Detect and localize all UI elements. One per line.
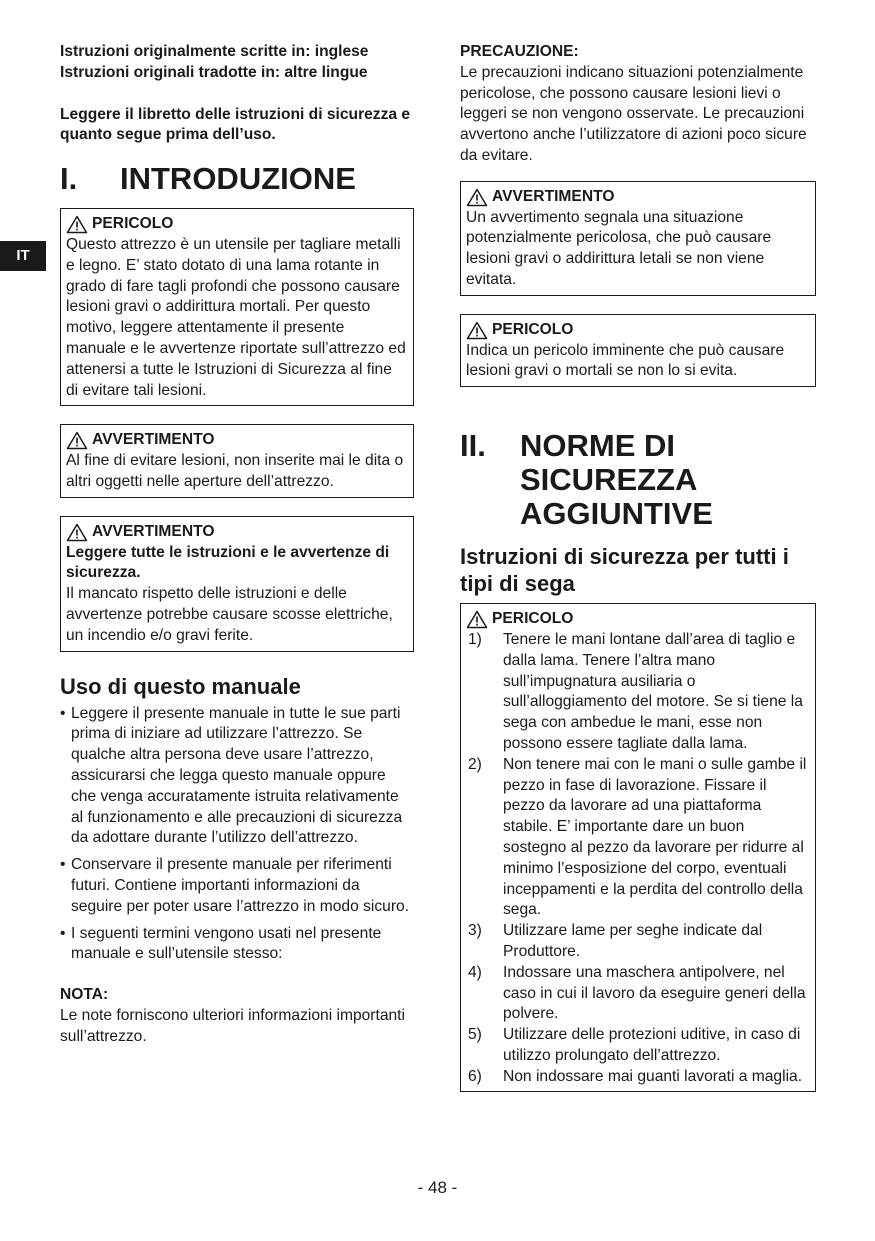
box-title: [66, 214, 408, 235]
item-text: Tenere le mani lontane dall’area di taglio e dalla lama. Tenere l’altra mano sull’impugnatura ausiliaria o sull’alloggiamento del motore. Se si tiene la sega con ambedue le mani, esse non possono essere tagliate dalla lama.: [503, 630, 803, 752]
box-title-text: PERICOLO: [492, 320, 574, 338]
precauzione-text: Le precauzioni indicano situazioni potenzialmente pericolose, che possono causare lesioni lievi o leggeri se non vengono osservate. Le precauzioni avvertono anche l’utilizzatore di azioni poco sicure da evitare.: [460, 63, 807, 164]
item-number: 2): [468, 755, 482, 773]
box-title: [66, 430, 408, 451]
warning-box-read-instructions: [60, 516, 414, 652]
section-number: II.: [460, 428, 486, 464]
item-text: Non tenere mai con le mani o sulle gambe il pezzo in fase di lavorazione. Fissare il pezzo da lavorare ad una piattaforma stabile. E’ importante dare un buon sostegno al pezzo da lavorare per ridurre al minimo l’esposizione del corpo, eventuali inceppamenti e la perdita del controllo della sega.: [503, 755, 807, 919]
box-title: [466, 609, 810, 630]
list-item: • Conservare il presente manuale per riferimenti futuri. Contiene importanti informazioni da seguire per poter usare l’attrezzo in modo sicuro.: [60, 855, 414, 917]
box-title: [466, 187, 810, 208]
item-number: 3): [468, 922, 482, 940]
item-text: Utilizzare delle protezioni uditive, in caso di utilizzo prolungato dell’attrezzo.: [503, 1026, 801, 1064]
saw-safety-heading: Istruzioni di sicurezza per tutti i tipi di sega: [460, 544, 789, 597]
item-text: Non indossare mai guanti lavorati a maglia.: [503, 1067, 803, 1085]
item-number: 1): [468, 630, 482, 648]
danger-box-intro: [60, 208, 414, 406]
right-column: [460, 42, 816, 1092]
list-item: [466, 1067, 810, 1088]
box-title-text: PERICOLO: [92, 215, 174, 233]
manual-usage-list: [60, 704, 414, 966]
warning-triangle-icon: [66, 431, 88, 450]
manual-usage-heading: Uso di questo manuale: [60, 673, 301, 699]
section-title: INTRODUZIONE: [120, 161, 356, 197]
section-heading-norme: [460, 429, 816, 531]
precauzione-label: PRECAUZIONE:: [460, 43, 579, 60]
list-item: [466, 1025, 810, 1067]
language-tab: IT: [0, 241, 46, 271]
left-column: [60, 42, 414, 1047]
list-item: [466, 755, 810, 921]
box-text: Il mancato rispetto delle istruzioni e delle avvertenze potrebbe causare scosse elettriche, un incendio e/o gravi ferite.: [66, 585, 393, 644]
nota-text: Le note forniscono ulteriori informazioni importanti sull’attrezzo.: [60, 1006, 405, 1045]
warning-triangle-icon: [66, 523, 88, 542]
box-title-text: PERICOLO: [492, 610, 574, 628]
list-item: • Leggere il presente manuale in tutte le sue parti prima di iniziare ad utilizzare l’attrezzo. Se qualche altra persona deve usare l’attrezzo, assicurarsi che legga questo manuale oppure che venga accuratamente istruita relativamente al funzionamento e alle precauzioni di sicurezza da adottare durante l’utilizzo dell’attrezzo.: [60, 704, 414, 850]
item-number: 4): [468, 963, 482, 981]
nota-label: NOTA:: [60, 986, 109, 1004]
box-text: Indica un pericolo imminente che può causare lesioni gravi o mortali se non lo si evita.: [466, 341, 785, 380]
item-text: Indossare una maschera antipolvere, nel caso in cui il lavoro da eseguire generi della polvere.: [503, 963, 806, 1023]
list-item: [466, 630, 810, 755]
read-notice: Leggere il libretto delle istruzioni di sicurezza e quanto segue prima dell’uso.: [60, 105, 411, 144]
danger-box-definition: [460, 314, 816, 387]
warning-triangle-icon: [466, 321, 488, 340]
section-title: NORME DI SICUREZZA AGGIUNTIVE: [520, 428, 713, 532]
box-title-text: AVVERTIMENTO: [92, 431, 215, 449]
box-bold-text: Leggere tutte le istruzioni e le avvertenze di sicurezza.: [66, 543, 390, 582]
list-item: [466, 963, 810, 1025]
box-text: Al fine di evitare lesioni, non inserite mai le dita o altri oggetti nelle aperture dell’attrezzo.: [66, 452, 404, 490]
item-number: 5): [468, 1026, 482, 1044]
box-title-text: AVVERTIMENTO: [492, 187, 615, 205]
list-item: [466, 921, 810, 963]
box-text: Questo attrezzo è un utensile per tagliare metalli e legno. E’ stato dotato di una lama rotante in grado di fare tagli profondi che possono causare lesioni gravi o addirittura mortali. Per questo motivo, leggere attentamente il presente manuale e le avvertenze riportate sull’attrezzo ed attenersi a tutte le Istruzioni di Sicurezza al fine di evitare tali lesioni.: [66, 235, 406, 399]
translated-language-line: Istruzioni originali tradotte in: altre lingue: [60, 63, 368, 81]
warning-box-definition: [460, 181, 816, 296]
warning-triangle-icon: [66, 215, 88, 234]
item-text: Utilizzare lame per seghe indicate dal Produttore.: [503, 922, 763, 960]
warning-triangle-icon: [466, 610, 488, 629]
box-text: Un avvertimento segnala una situazione potenzialmente pericolosa, che può causare lesioni gravi o addirittura letali se non viene evitata.: [466, 208, 772, 288]
section-number: I.: [60, 161, 78, 197]
item-number: 6): [468, 1067, 482, 1085]
original-language-line: Istruzioni originalmente scritte in: inglese: [60, 43, 369, 60]
box-title: [466, 320, 810, 341]
danger-box-saw-safety: [460, 603, 816, 1092]
page-number: - 48 -: [417, 1178, 458, 1197]
box-title: [66, 522, 408, 543]
box-title-text: AVVERTIMENTO: [92, 522, 215, 540]
warning-box-fingers: [60, 424, 414, 497]
section-heading-introduzione: [60, 162, 414, 196]
list-item: • I seguenti termini vengono usati nel presente manuale e sull’utensile stesso:: [60, 924, 414, 966]
saw-safety-list: [466, 630, 810, 1088]
warning-triangle-icon: [466, 188, 488, 207]
